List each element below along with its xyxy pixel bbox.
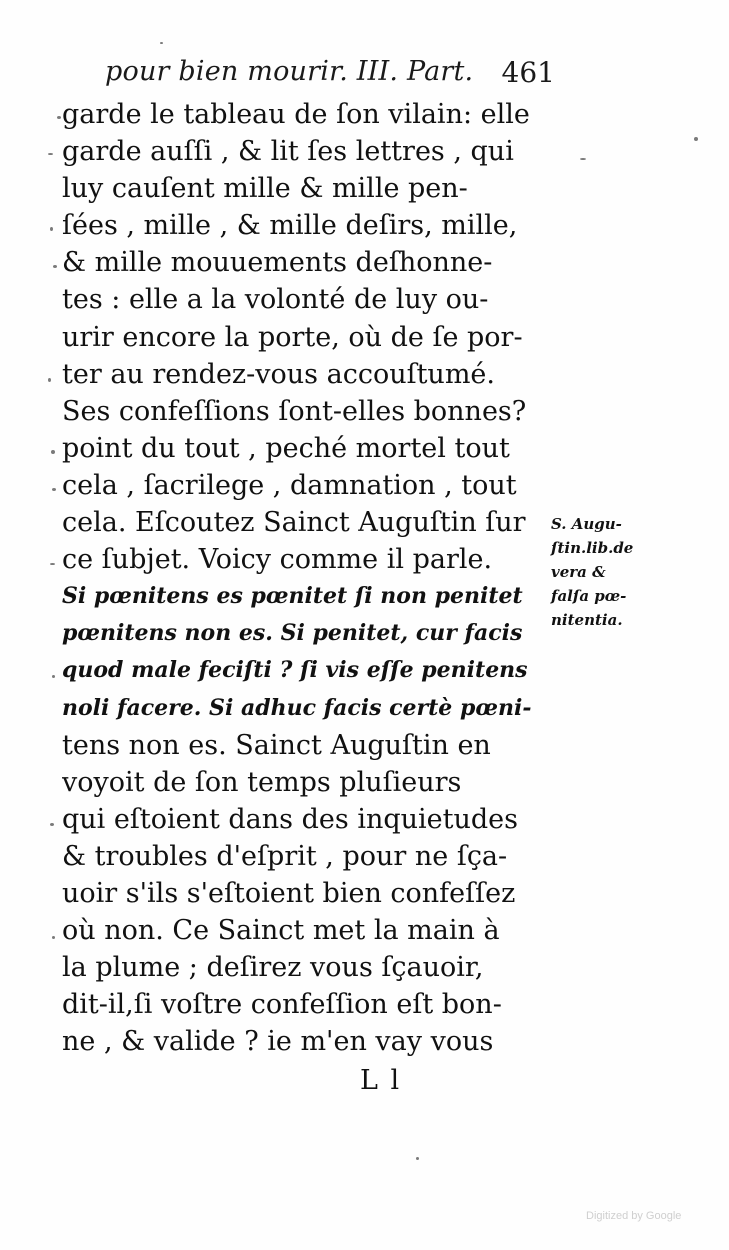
ink-speck	[57, 116, 61, 119]
margin-note-line: ſtin.lib.de	[551, 539, 634, 557]
text-line: urir encore la porte, où de ſe por-	[62, 321, 523, 353]
latin-quote-line: pœnitens non es. Si penitet, cur facis	[62, 620, 523, 647]
ink-speck	[50, 227, 53, 231]
ink-speck	[50, 823, 54, 826]
text-line: cela , ſacrilege , damnation , tout	[62, 469, 517, 501]
text-line: luy cauſent mille & mille pen-	[62, 173, 468, 205]
text-line: ce ſubjet. Voicy comme il parle.	[62, 544, 493, 576]
marginal-citation	[551, 512, 681, 632]
margin-note-line: vera &	[551, 563, 606, 581]
margin-note-line: nitentia.	[551, 611, 623, 629]
text-line: la plume ; deſirez vous ſçauoir,	[62, 952, 484, 984]
text-line: point du tout , peché mortel tout	[62, 432, 510, 464]
ink-speck	[51, 450, 55, 454]
gathering-signature: L l	[360, 1065, 402, 1096]
text-line: uoir s'ils s'eſtoient bien confeſſez	[62, 877, 516, 909]
ink-speck	[694, 137, 698, 141]
latin-quote-line: quod male feciſti ? ſi vis eſſe penitens	[62, 657, 528, 684]
ink-speck	[580, 158, 586, 160]
ink-speck	[53, 265, 57, 268]
text-line: où non. Ce Sainct met la main à	[62, 915, 500, 947]
text-line: ter au rendez-vous accouſtumé.	[62, 358, 495, 390]
text-line: & mille mouuements deſhonne-	[62, 247, 493, 279]
text-line: tens non es. Sainct Auguſtin en	[62, 729, 491, 761]
ink-speck	[52, 936, 55, 939]
latin-quote-line: Si pœnitens es pœnitet ſi non penitet	[62, 583, 523, 610]
text-line: cela. Eſcoutez Sainct Auguſtin ſur	[62, 507, 526, 539]
running-title: pour bien mourir. III. Part.	[105, 56, 474, 87]
latin-quote-line: noli facere. Si adhuc facis certè pœni-	[62, 694, 532, 721]
text-line: voyoit de ſon temps pluſieurs	[62, 766, 462, 798]
text-line: qui eſtoient dans des inquietudes	[62, 803, 518, 835]
ink-speck	[160, 42, 163, 44]
page-number: 461	[501, 56, 555, 89]
margin-note-line: falſa pœ-	[551, 587, 627, 605]
text-line: ne , & valide ? ie m'en vay vous	[62, 1026, 494, 1058]
page-header	[105, 52, 555, 94]
digitization-watermark: Digitized by Google	[586, 1210, 682, 1222]
text-line: garde le tableau de ſon vilain: elle	[62, 99, 530, 130]
text-line: tes : elle a la volonté de luy ou-	[62, 284, 489, 316]
text-line: dit-il,ſi voſtre confeſſion eſt bon-	[62, 989, 502, 1021]
body-text	[62, 96, 540, 1060]
text-line: ſées , mille , & mille deſirs, mille,	[62, 210, 518, 242]
ink-speck	[48, 153, 53, 155]
text-line: & troubles d'eſprit , pour ne ſça-	[62, 840, 508, 872]
ink-speck	[416, 1157, 419, 1160]
ink-speck	[48, 378, 51, 382]
ink-speck	[52, 675, 55, 678]
ink-speck	[50, 563, 55, 565]
text-line: garde auſſi , & lit ſes lettres , qui	[62, 136, 514, 168]
text-line: Ses confeſſions ſont-elles bonnes?	[62, 395, 527, 427]
margin-note-line: S. Augu-	[551, 515, 622, 533]
ink-speck	[52, 488, 56, 491]
